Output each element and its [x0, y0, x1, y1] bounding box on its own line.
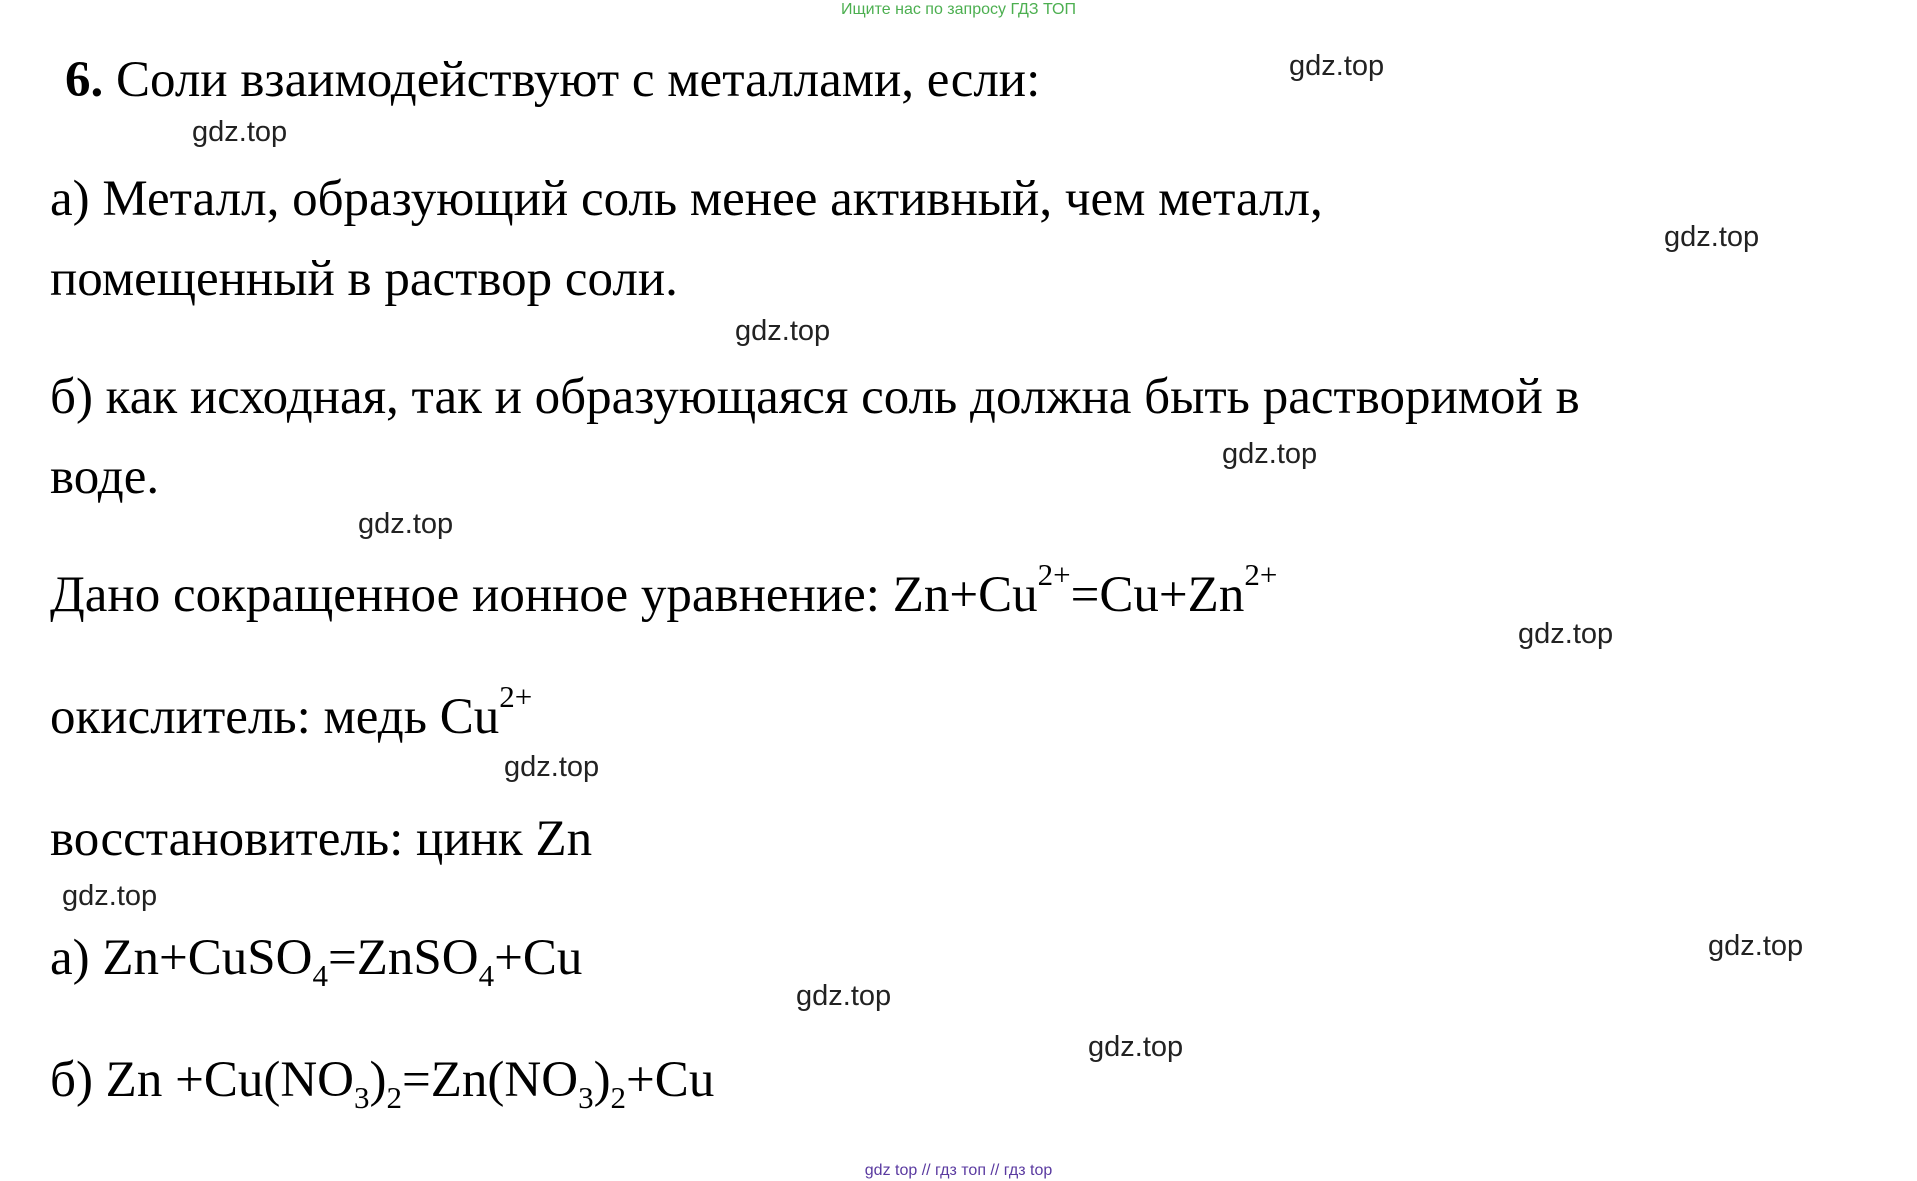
watermark: gdz.top: [504, 751, 600, 783]
reaction-a: [50, 930, 583, 993]
condition-a-line2: помещенный в раствор соли.: [50, 251, 678, 307]
oxidizer-charge: 2+: [499, 679, 533, 714]
task-heading: [65, 52, 1041, 108]
reaction-b-sub1: 3: [354, 1080, 370, 1115]
oxidizer-line: [50, 679, 533, 745]
reaction-a-part3: +Cu: [494, 930, 583, 986]
reaction-a-sub2: 4: [478, 958, 495, 993]
watermark: gdz.top: [358, 508, 454, 540]
reaction-b-sub2: 2: [386, 1080, 402, 1115]
condition-a-line1: а) Металл, образующий соль менее активный, чем металл,: [50, 171, 1323, 227]
oxidizer-text: окислитель: медь Cu: [50, 689, 500, 745]
task-heading-text: Соли взаимодействуют с металлами, если:: [116, 52, 1041, 108]
ionic-eq-part1: Zn+Cu: [892, 567, 1038, 623]
watermark: gdz.top: [1088, 1031, 1184, 1063]
watermark: gdz.top: [796, 980, 892, 1012]
reaction-b: [50, 1052, 715, 1115]
ionic-eq-charge1: 2+: [1037, 557, 1071, 592]
reaction-b-sub4: 2: [610, 1080, 627, 1115]
reaction-b-part1: б) Zn +Cu(NO: [50, 1052, 355, 1108]
reaction-b-sub3: 3: [578, 1080, 594, 1115]
watermark: gdz.top: [735, 315, 831, 347]
ionic-equation-label: Дано сокращенное ионное уравнение:: [50, 567, 893, 623]
watermark: gdz.top: [1708, 930, 1804, 962]
bottom-banner-link[interactable]: gdz top // гдз топ // гдз top: [864, 1162, 1053, 1179]
watermark: gdz.top: [1518, 618, 1614, 650]
reaction-a-part1: а) Zn+CuSO: [50, 930, 313, 986]
reaction-b-part2: ): [369, 1052, 387, 1108]
ionic-equation-line: [50, 557, 1278, 623]
task-number: 6.: [65, 52, 104, 108]
ionic-eq-charge2: 2+: [1244, 557, 1278, 592]
watermark: gdz.top: [1289, 50, 1385, 82]
reducer-line: восстановитель: цинк Zn: [50, 811, 593, 867]
condition-b-line1: б) как исходная, так и образующаяся соль должна быть растворимой в: [50, 369, 1580, 425]
watermark: gdz.top: [62, 880, 158, 912]
reaction-b-part5: +Cu: [626, 1052, 715, 1108]
watermark: gdz.top: [1222, 438, 1318, 470]
watermark: gdz.top: [1664, 221, 1760, 253]
condition-b-line2: воде.: [50, 449, 160, 505]
reaction-b-part4: ): [593, 1052, 611, 1108]
ionic-eq-part2: =Cu+Zn: [1070, 567, 1245, 623]
reaction-a-sub1: 4: [312, 958, 328, 993]
top-banner-link[interactable]: Ищите нас по запросу ГДЗ ТОП: [841, 1, 1076, 18]
reaction-b-part3: =Zn(NO: [402, 1052, 579, 1108]
watermark: gdz.top: [192, 116, 288, 148]
reaction-a-part2: =ZnSO: [328, 930, 479, 986]
